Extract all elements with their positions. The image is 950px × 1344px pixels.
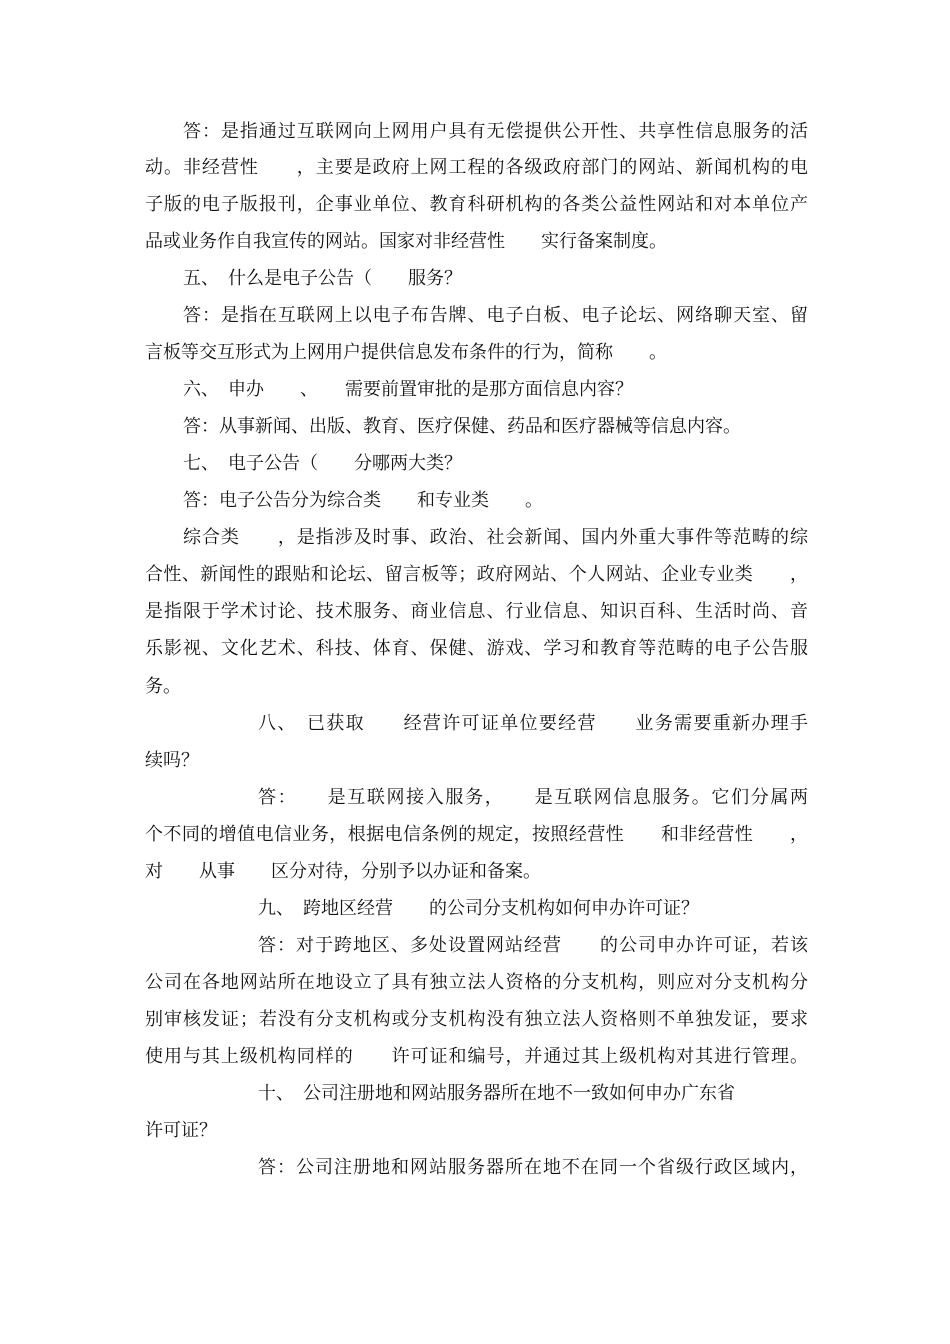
question-heading: 六、 申办 、 需要前置审批的是那方面信息内容？ xyxy=(183,379,633,400)
text-line: 答：是指通过互联网向上网用户具有无偿提供公开性、共享性信息服务的活 xyxy=(183,121,809,142)
text-line: 别审核发证；若没有分支机构或分支机构没有独立法人资格则不单独发证，要求 xyxy=(145,1009,809,1030)
question-heading: 五、 什么是电子公告（ 服务？ xyxy=(183,268,462,289)
question-heading: 八、 已获取 经营许可证单位要经营 业务需要重新办理手 xyxy=(258,713,810,734)
text-line: 言板等交互形式为上网用户提供信息发布条件的行为，简称 。 xyxy=(145,342,667,363)
text-line: 综合类 ，是指涉及时事、政治、社会新闻、国内外重大事件等范畴的综 xyxy=(183,527,809,548)
question-heading: 十、 公司注册地和网站服务器所在地不一致如何申办广东省 xyxy=(258,1083,735,1104)
question-heading: 九、 跨地区经营 的公司分支机构如何申办许可证？ xyxy=(258,898,699,919)
text-line: 乐影视、文化艺术、科技、体育、保健、游戏、学习和教育等范畴的电子公告服 xyxy=(145,638,809,659)
text-line: 合性、新闻性的跟贴和论坛、留言板等；政府网站、个人网站、企业专业类 ， xyxy=(145,564,809,585)
text-line: 子版的电子版报刊，企事业单位、教育科研机构的各类公益性网站和对本单位产 xyxy=(145,194,809,215)
text-line: 答：对于跨地区、多处设置网站经营 的公司申办许可证，若该 xyxy=(258,935,809,956)
text-line: 动。非经营性 ，主要是政府上网工程的各级政府部门的网站、新闻机构的电 xyxy=(145,157,809,178)
text-line: 对 从事 区分对待，分别予以办证和备案。 xyxy=(145,861,541,882)
text-line: 务。 xyxy=(145,676,181,697)
text-line: 是指限于学术讨论、技术服务、商业信息、行业信息、知识百科、生活时尚、音 xyxy=(145,601,809,622)
text-line: 答：电子公告分为综合类 和专业类 。 xyxy=(183,490,543,511)
text-line: 个不同的增值电信业务，根据电信条例的规定，按照经营性 和非经营性 ， xyxy=(145,824,809,845)
text-line: 公司在各地网站所在地设立了具有独立法人资格的分支机构，则应对分支机构分 xyxy=(145,972,809,993)
text-line: 品或业务作自我宣传的网站。国家对非经营性 实行备案制度。 xyxy=(145,231,667,252)
text-line: 使用与其上级机构同样的 许可证和编号，并通过其上级机构对其进行管理。 xyxy=(145,1046,809,1067)
text-line: 答：公司注册地和网站服务器所在地不在同一个省级行政区域内， xyxy=(258,1157,809,1178)
text-line: 答： 是互联网接入服务， 是互联网信息服务。它们分属两 xyxy=(258,787,810,808)
text-line: 答：从事新闻、出版、教育、医疗保健、药品和医疗器械等信息内容。 xyxy=(183,416,741,437)
text-line: 续吗？ xyxy=(145,750,199,771)
text-line: 许可证？ xyxy=(145,1120,217,1141)
question-heading: 七、 电子公告（ 分哪两大类？ xyxy=(183,453,462,474)
text-line: 答：是指在互联网上以电子布告牌、电子白板、电子论坛、网络聊天室、留 xyxy=(183,305,809,326)
